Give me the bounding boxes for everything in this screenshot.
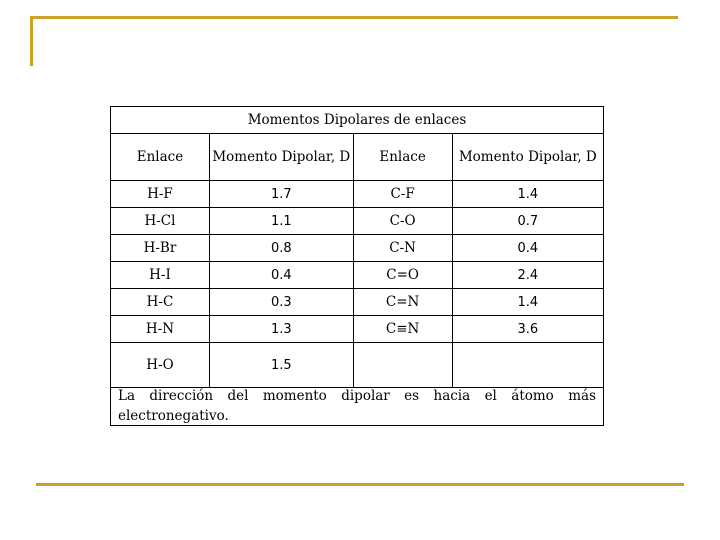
dipole-value-cell: 0.4: [452, 235, 603, 262]
bond-cell: C-N: [353, 235, 452, 262]
footnote-line-2: electronegativo.: [118, 408, 229, 424]
table-row: [111, 181, 604, 208]
dipole-value-cell: 0.8: [209, 235, 353, 262]
footnote: [118, 386, 596, 426]
header-momento-dipolar: Momento Dipolar, D: [209, 134, 353, 181]
dipole-value-cell: 1.1: [209, 208, 353, 235]
bond-cell: H-O: [111, 343, 210, 388]
decorative-left-rule: [30, 16, 33, 66]
table-title: Momentos Dipolares de enlaces: [111, 107, 604, 134]
bond-cell: C-F: [353, 181, 452, 208]
bond-cell: C=N: [353, 289, 452, 316]
dipole-value-cell: 0.7: [452, 208, 603, 235]
footnote-line-1: La dirección del momento dipolar es hacia el átomo más: [118, 388, 596, 404]
dipole-value-cell: 0.3: [209, 289, 353, 316]
table-row: [111, 208, 604, 235]
header-enlace: Enlace: [111, 134, 210, 181]
bond-cell: C≡N: [353, 316, 452, 343]
dipole-value-cell: 1.4: [452, 181, 603, 208]
table-row: [111, 316, 604, 343]
bond-cell: H-Cl: [111, 208, 210, 235]
header-momento-dipolar: Momento Dipolar, D: [452, 134, 603, 181]
dipole-value-cell: 2.4: [452, 262, 603, 289]
bond-cell: H-N: [111, 316, 210, 343]
table-row: [111, 343, 604, 388]
dipole-value-cell: 1.3: [209, 316, 353, 343]
dipole-table-frame: [110, 106, 604, 426]
table-row: [111, 289, 604, 316]
bond-cell: C=O: [353, 262, 452, 289]
bond-cell: C-O: [353, 208, 452, 235]
dipole-value-cell: 0.4: [209, 262, 353, 289]
bond-cell: [353, 343, 452, 388]
bond-cell: H-Br: [111, 235, 210, 262]
decorative-bottom-rule: [36, 483, 684, 486]
dipole-value-cell: 1.5: [209, 343, 353, 388]
table-row: [111, 235, 604, 262]
dipole-value-cell: 3.6: [452, 316, 603, 343]
decorative-top-rule: [30, 16, 678, 19]
dipole-moments-table: [110, 106, 604, 388]
table-header-row: [111, 134, 604, 181]
dipole-value-cell: 1.4: [452, 289, 603, 316]
table-row: [111, 262, 604, 289]
dipole-value-cell: 1.7: [209, 181, 353, 208]
table-title-row: [111, 107, 604, 134]
bond-cell: H-C: [111, 289, 210, 316]
dipole-value-cell: [452, 343, 603, 388]
header-enlace: Enlace: [353, 134, 452, 181]
bond-cell: H-F: [111, 181, 210, 208]
bond-cell: H-I: [111, 262, 210, 289]
